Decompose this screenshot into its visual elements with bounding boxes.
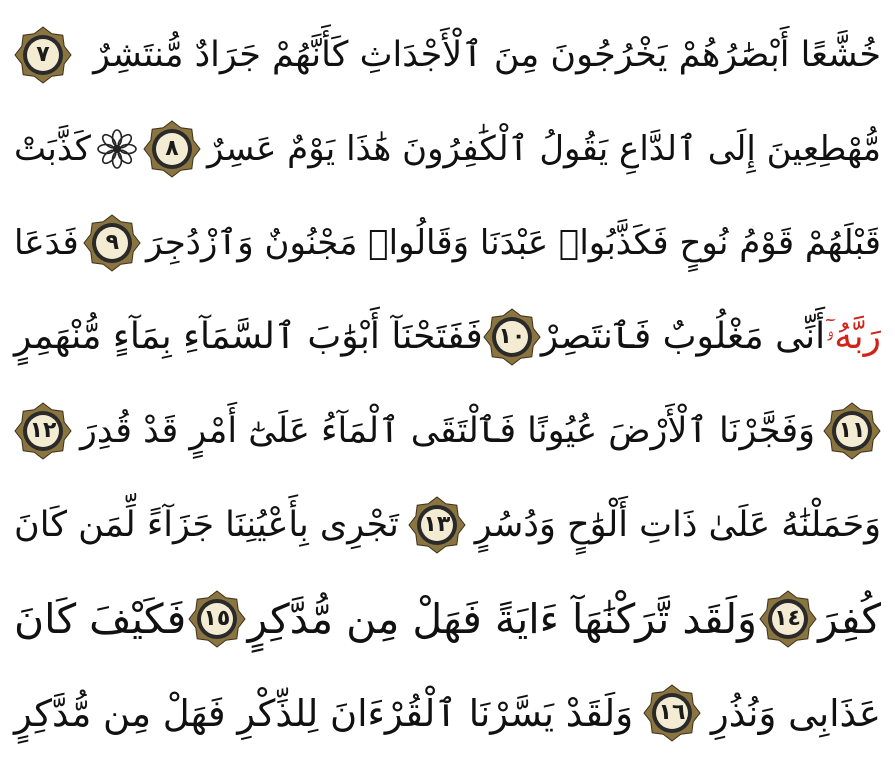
- ayah-number-marker: [823, 402, 881, 460]
- verse-text: كُفِرَ: [818, 594, 881, 643]
- verse-line: [14, 102, 881, 196]
- verse-line: [14, 478, 881, 572]
- verse-text: وَلَقَدْ يَسَّرْنَا ٱلْقُرْءَانَ لِلذِّكْرِ فَهَلْ مِن مُّدَّكِرٍ: [14, 691, 634, 735]
- verse-text: خُشَّعًا أَبْصَٰرُهُمْ يَخْرُجُونَ مِنَ ٱلْأَجْدَاثِ كَأَنَّهُمْ جَرَادٌ مُّنتَشِرٌ: [93, 34, 881, 75]
- verse-text: كَذَّبَتْ: [14, 129, 91, 169]
- verse-line: [14, 8, 881, 102]
- ayah-number-marker: [14, 402, 72, 460]
- ayah-number-marker: [759, 590, 817, 648]
- ayah-number: ٨: [165, 136, 179, 161]
- verse-text: فَكَيْفَ كَانَ: [14, 594, 187, 643]
- verse-text: وَحَمَلْنَٰهُ عَلَىٰ ذَاتِ أَلْوَٰحٍ وَدُسُرٍ: [474, 504, 881, 545]
- ayah-number: ١٣: [423, 512, 451, 537]
- ayah-number-marker: [143, 120, 201, 178]
- ayah-number: ١١: [838, 418, 866, 443]
- ayah-number: ١٢: [29, 418, 57, 443]
- verse-text: أَنِّى مَغْلُوبٌ فَٱنتَصِرْ: [540, 316, 826, 357]
- verse-text: فَفَتَحْنَآ أَبْوَٰبَ ٱلسَّمَآءِ بِمَآءٍ مُّنْهَمِرٍ: [14, 316, 483, 357]
- verse-text: تَجْرِى بِأَعْيُنِنَا جَزَآءً لِّمَن كَانَ: [14, 504, 399, 545]
- verse-line: [14, 384, 881, 478]
- verse-text: عَذَابِى وَنُذُرِ: [710, 691, 881, 735]
- verse-text: وَلَقَد تَّرَكْنَٰهَآ ءَايَةً فَهَلْ مِن مُّدَّكِرٍ: [247, 594, 757, 643]
- ayah-number-marker: [483, 308, 541, 366]
- ayah-number-marker: [83, 214, 141, 272]
- verse-text: مُّهْطِعِينَ إِلَى ٱلدَّاعِ يَقُولُ ٱلْكَٰفِرُونَ هَٰذَا يَوْمٌ عَسِرٌ: [207, 129, 881, 169]
- verse-text: قَبْلَهُمْ قَوْمُ نُوحٍ فَكَذَّبُوا۟ عَبْدَنَا وَقَالُوا۟ مَجْنُونٌ وَٱزْدُجِرَ: [146, 223, 881, 263]
- verse-text: فَدَعَا: [14, 223, 79, 263]
- ayah-number: ٧: [36, 42, 50, 67]
- ayah-number: ١٤: [774, 606, 801, 631]
- verse-line: [14, 572, 881, 666]
- ayah-number: ٩: [105, 230, 120, 255]
- rub-el-hizb-icon: [97, 129, 137, 169]
- ayah-number: ١٥: [203, 606, 231, 631]
- ayah-number-marker: [14, 26, 72, 84]
- ayah-number: ١٠: [498, 324, 526, 349]
- ayah-number-marker: [188, 590, 246, 648]
- verse-line: [14, 666, 881, 760]
- ayah-number-marker: [408, 496, 466, 554]
- ayah-number-marker: [643, 684, 701, 742]
- verse-line: [14, 290, 881, 384]
- verse-line: [14, 196, 881, 290]
- verse-text: وَفَجَّرْنَا ٱلْأَرْضَ عُيُونًا فَٱلْتَقَى ٱلْمَآءُ عَلَىٰٓ أَمْرٍ قَدْ قُدِرَ: [80, 410, 815, 451]
- ayah-number: ١٦: [658, 700, 686, 725]
- highlighted-word: رَبَّهُۥٓ: [825, 316, 881, 357]
